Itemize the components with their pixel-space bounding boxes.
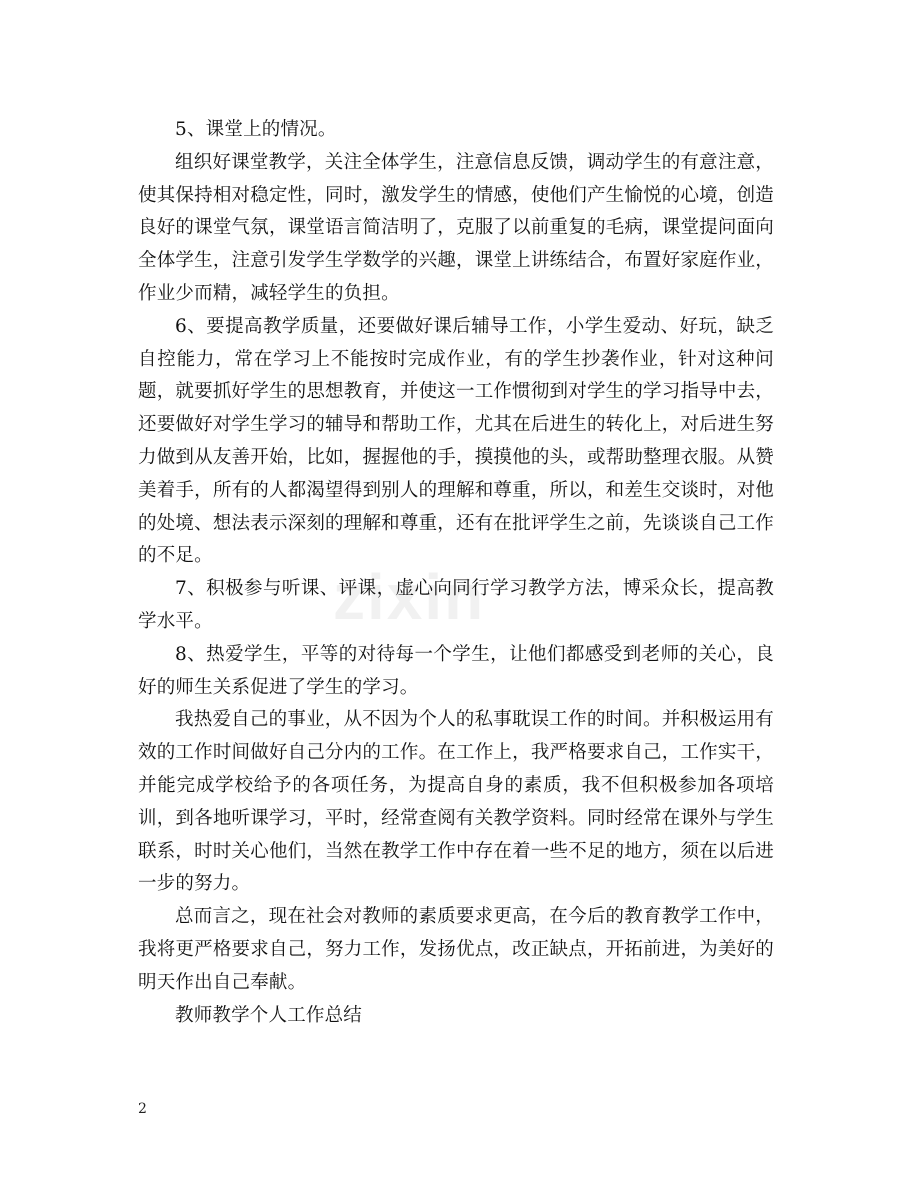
page-number: 2 [138,1101,147,1117]
paragraph-conclusion: 总而言之，现在社会对教师的素质要求更高，在今后的教育教学工作中，我将更严格要求自己，努力工作，发扬优点，改正缺点，开拓前进，为美好的明天作出自己奉献。 [138,906,774,993]
paragraph-section-7: 7、积极参与听课、评课，虚心向同行学习教学方法，博采众长，提高教学水平。 [138,578,774,632]
paragraph-next-title: 教师教学个人工作总结 [175,1004,363,1026]
paragraph-section-6: 6、要提高教学质量，还要做好课后辅导工作，小学生爱动、好玩，缺乏自控能力，常在学习上不能按时完成作业，有的学生抄袭作业，针对这种问题，就要抓好学生的思想教育，并使这一工作惯彻到对学生的学习指导中去，还要做好对学生学习的辅导和帮助工作，尤其在后进生的转化上，对后进生努力做到从友善开始，比如，握握他的手，摸摸他的头，或帮助整理衣服。从赞美着手，所有的人都渴望得到别人的理解和尊重，所以，和差生交谈时，对他的处境、想法表示深刻的理解和尊重，还有在批评学生之前，先谈谈自己工作的不足。 [138,315,774,567]
paragraph-section-5-title: 5、课堂上的情况。 [175,119,337,140]
document-body [138,114,774,1032]
paragraph-classroom-teaching: 组织好课堂教学，关注全体学生，注意信息反馈，调动学生的有意注意，使其保持相对稳定性，同时，激发学生的情感，使他们产生愉悦的心境，创造良好的课堂气氛，课堂语言简洁明了，克服了以前重复的毛病，课堂提问面向全体学生，注意引发学生学数学的兴趣，课堂上讲练结合，布置好家庭作业，作业少而精，减轻学生的负担。 [138,151,774,304]
paragraph-career-commitment: 我热爱自己的事业，从不因为个人的私事耽误工作的时间。并积极运用有效的工作时间做好自己分内的工作。在工作上，我严格要求自己，工作实干，并能完成学校给予的各项任务，为提高自身的素质，我不但积极参加各项培训，到各地听课学习，平时，经常查阅有关教学资料。同时经常在课外与学生联系，时时关心他们，当然在教学工作中存在着一些不足的地方，须在以后进一步的努力。 [138,709,774,895]
watermark: zixin [333,561,486,633]
paragraph-section-8: 8、热爱学生，平等的对待每一个学生，让他们都感受到老师的关心，良好的师生关系促进了学生的学习。 [138,643,774,698]
